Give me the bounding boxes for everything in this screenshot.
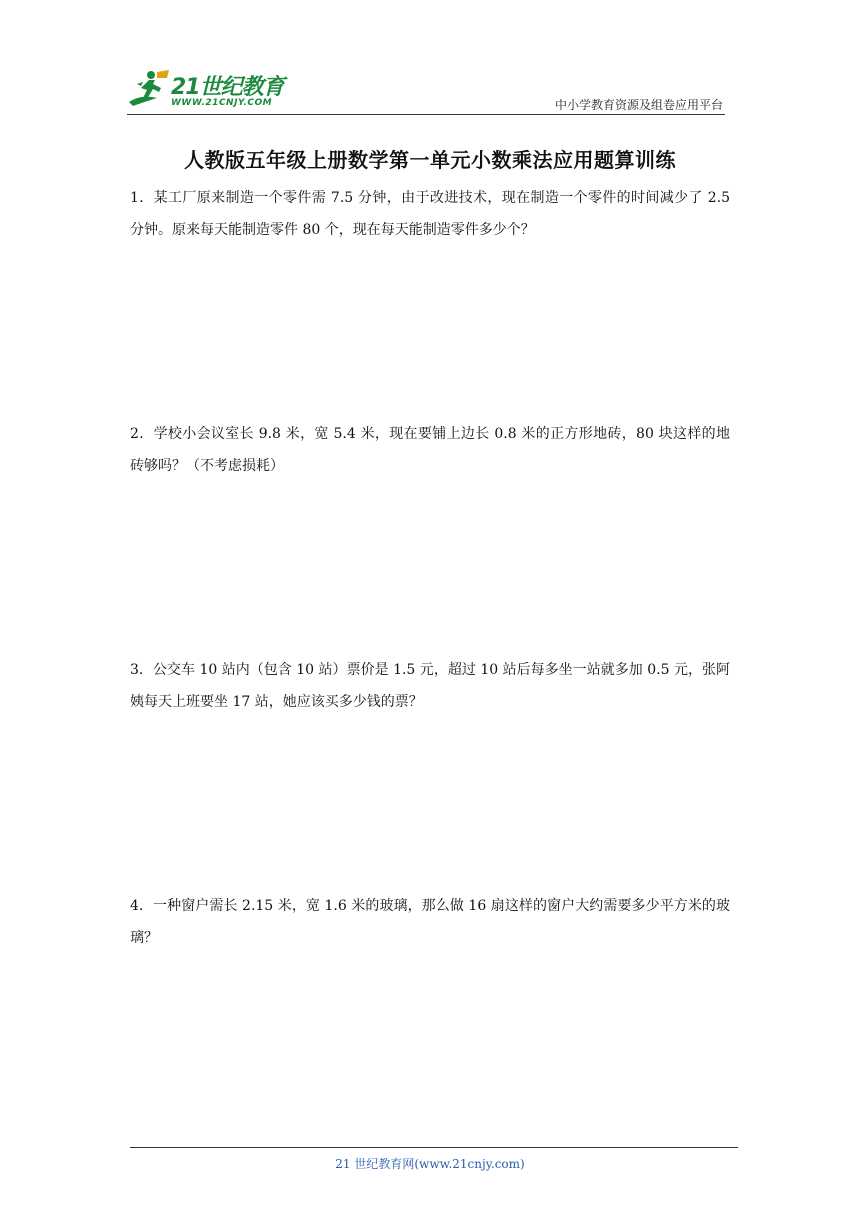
page-title: 人教版五年级上册数学第一单元小数乘法应用题算训练	[184, 148, 676, 172]
header-divider	[127, 114, 725, 115]
header-tagline: 中小学教育资源及组卷应用平台	[554, 98, 723, 112]
footer-divider	[130, 1147, 738, 1148]
question-1: 1．某工厂原来制造一个零件需 7.5 分钟，由于改进技术，现在制造一个零件的时间减少了 2.5 分钟。原来每天能制造零件 80 个，现在每天能制造零件多少个？	[130, 190, 730, 238]
question-4: 4．一种窗户需长 2.15 米，宽 1.6 米的玻璃，那么做 16 扇这样的窗户大约需要多少平方米的玻璃？	[130, 898, 730, 946]
page-header	[127, 62, 725, 116]
question-2: 2．学校小会议室长 9.8 米，宽 5.4 米，现在要铺上边长 0.8 米的正方形地砖，80 块这样的地砖够吗？（不考虑损耗）	[130, 426, 730, 474]
question-3: 3．公交车 10 站内（包含 10 站）票价是 1.5 元，超过 10 站后每多坐一站就多加 0.5 元，张阿姨每天上班要坐 17 站，她应该买多少钱的票？	[130, 662, 730, 710]
logo-text: 21世纪教育	[171, 75, 284, 100]
runner-logo-icon	[127, 68, 173, 110]
logo	[127, 68, 297, 110]
page-footer: 21 世纪教育网(www.21cnjy.com)	[335, 1157, 525, 1171]
logo-url: WWW.21CNJY.COM	[171, 98, 273, 108]
